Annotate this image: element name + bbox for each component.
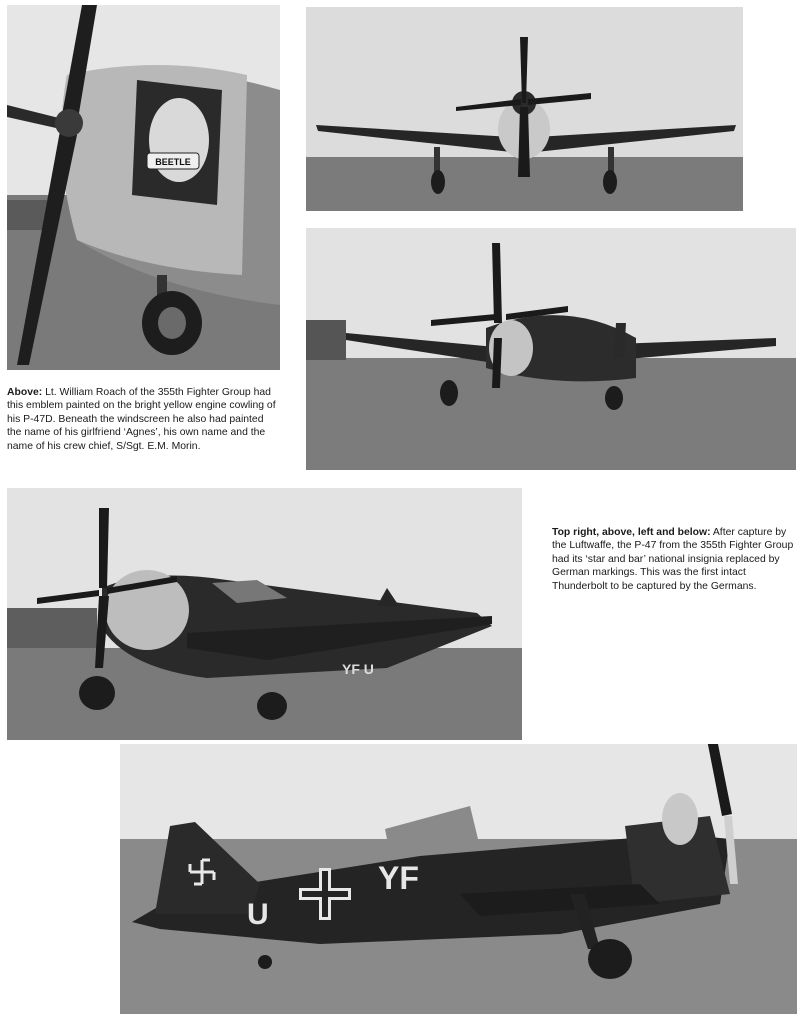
caption-right	[552, 526, 802, 593]
photo-nose-art-closeup	[7, 5, 280, 370]
photo-side-view-right	[120, 744, 797, 1014]
caption-top-left	[7, 386, 279, 453]
photo-three-quarter-front	[306, 228, 796, 470]
photo-head-on-view	[306, 7, 743, 211]
fuselage-code-mid: YF U	[342, 661, 374, 677]
caption-right-text: After capture by the Luftwaffe, the P-47 from the 355th Fighter Group had its ‘star and bar’ national insignia replaced by German markings. This was the first intact Thunderbolt to be captured by the Germans.	[552, 527, 794, 592]
caption-top-left-text: Lt. William Roach of the 355th Fighter Group had this emblem painted on the bright yellow engine cowling of his P-47D. Beneath the windscreen he also had painted the name of his girlfriend ‘Agnes’, his own name and the name of his crew chief, S/Sgt. E.M. Morin.	[7, 387, 276, 452]
nose-art-name-label: BEETLE	[155, 157, 191, 167]
photo-side-view-left	[7, 488, 522, 740]
fuselage-code-letters: YF	[378, 860, 419, 896]
caption-top-left-lead: Above:	[7, 387, 43, 398]
fuselage-code-letter: U	[247, 898, 269, 931]
caption-right-lead: Top right, above, left and below:	[552, 527, 711, 538]
